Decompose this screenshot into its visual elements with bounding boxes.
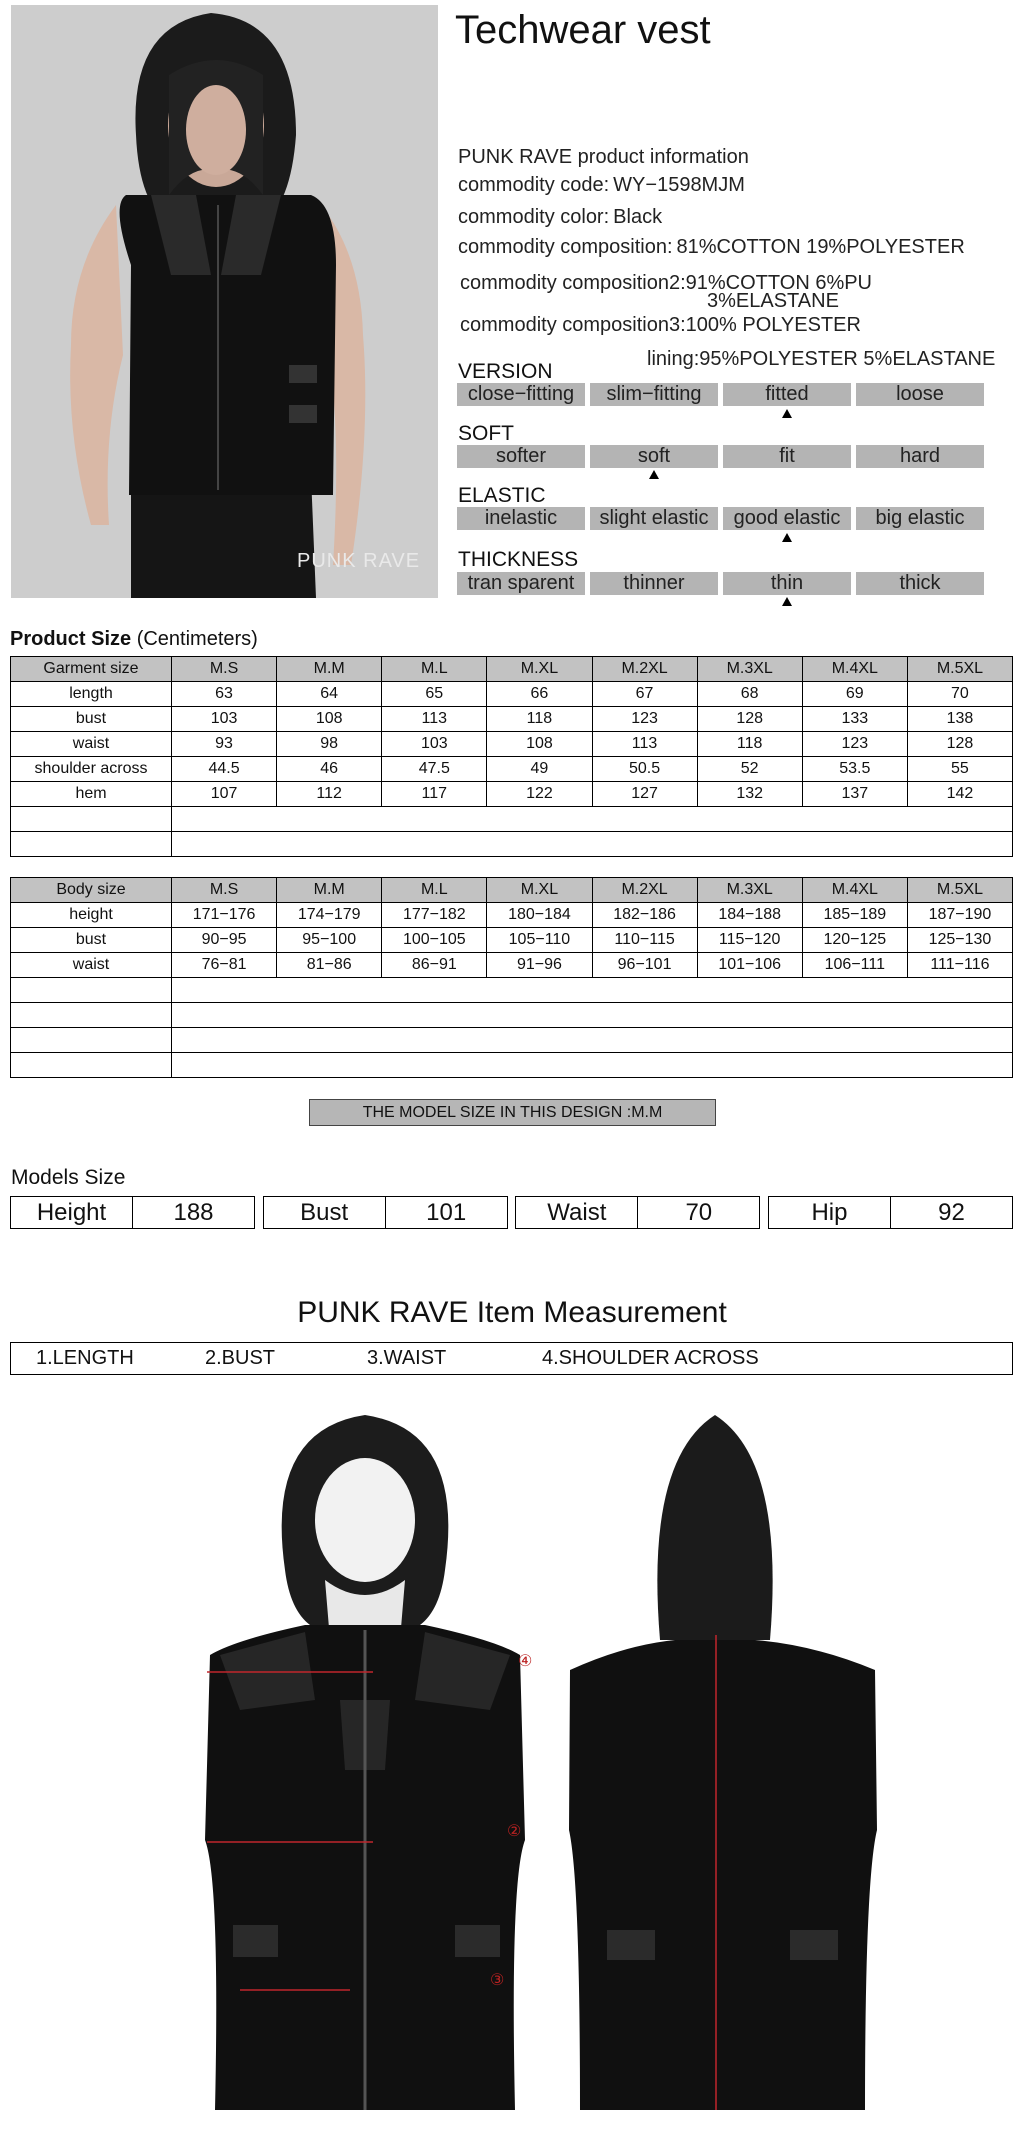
info-lining-value: 95%POLYESTER 5%ELASTANE [699, 348, 996, 370]
info-color [458, 206, 662, 229]
table-cell: 110−115 [592, 928, 697, 953]
info-code [458, 174, 745, 197]
table-cell: 123 [802, 732, 907, 757]
table-header-cell: M.2XL [592, 878, 697, 903]
measurement-title: PUNK RAVE Item Measurement [297, 1296, 727, 1329]
model-stat-label: Waist [516, 1197, 638, 1228]
table-row [11, 953, 1013, 978]
info-comp1-label: commodity composition: [458, 236, 673, 258]
table-cell: 46 [277, 757, 382, 782]
table-header-row [11, 878, 1013, 903]
model-stat-label: Height [11, 1197, 133, 1228]
rating-version-marker [782, 409, 792, 418]
table-cell: 95−100 [277, 928, 382, 953]
watermark: PUNK RAVE [297, 550, 421, 572]
info-comp3-label: commodity composition3: [460, 314, 686, 336]
rating-thickness-bar [457, 572, 987, 595]
model-size-note: THE MODEL SIZE IN THIS DESIGN :M.M [309, 1099, 716, 1126]
table-cell: 127 [592, 782, 697, 807]
rating-option: thin [723, 572, 851, 595]
table-cell: 128 [907, 732, 1012, 757]
table-cell: 90−95 [172, 928, 277, 953]
table-cell: 108 [487, 732, 592, 757]
info-lining-label: lining: [647, 348, 700, 370]
table-row [11, 928, 1013, 953]
table-header-cell: M.XL [487, 878, 592, 903]
rating-option: loose [856, 383, 984, 406]
table-header-cell: M.5XL [907, 657, 1012, 682]
table-cell: 65 [382, 682, 487, 707]
table-cell: 86−91 [382, 953, 487, 978]
info-composition3 [460, 314, 861, 337]
table-cell: 66 [487, 682, 592, 707]
table-cell: 137 [802, 782, 907, 807]
table-header-row [11, 657, 1013, 682]
table-cell: 105−110 [487, 928, 592, 953]
product-photo [11, 5, 438, 598]
info-code-value: WY−1598MJM [613, 174, 745, 196]
rating-option: fitted [723, 383, 851, 406]
table-header-cell: M.4XL [802, 878, 907, 903]
table-cell: 49 [487, 757, 592, 782]
table-cell: 107 [172, 782, 277, 807]
table-cell: 93 [172, 732, 277, 757]
measurement-item: 3.WAIST [367, 1347, 447, 1369]
table-cell: waist [11, 732, 172, 757]
product-size-unit: (Centimeters) [136, 628, 258, 650]
measurement-item: 2.BUST [205, 1347, 276, 1369]
rating-version-label: VERSION [458, 360, 553, 383]
models-size-title: Models Size [11, 1166, 126, 1189]
table-cell: 122 [487, 782, 592, 807]
table-row [11, 707, 1013, 732]
table-cell: 76−81 [172, 953, 277, 978]
rating-option: hard [856, 445, 984, 468]
rating-option: tran sparent [457, 572, 585, 595]
rating-option: slight elastic [590, 507, 718, 530]
rating-option: inelastic [457, 507, 585, 530]
info-lining [647, 348, 995, 371]
rating-option: thinner [590, 572, 718, 595]
table-cell: 101−106 [697, 953, 802, 978]
garment-front-image [195, 1410, 545, 2122]
table-cell: 108 [277, 707, 382, 732]
rating-option: fit [723, 445, 851, 468]
measure-marker-2: ② [507, 1823, 522, 1840]
table-cell: 103 [382, 732, 487, 757]
model-stat-height [10, 1196, 255, 1229]
table-header-cell: M.XL [487, 657, 592, 682]
model-stat-bust [263, 1196, 508, 1229]
info-heading: PUNK RAVE product information [458, 146, 749, 168]
table-cell: 123 [592, 707, 697, 732]
measurement-item: 1.LENGTH [36, 1347, 134, 1369]
table-cell: hem [11, 782, 172, 807]
info-code-label: commodity code: [458, 174, 610, 196]
table-cell: 113 [382, 707, 487, 732]
model-stat-label: Hip [769, 1197, 891, 1228]
table-cell: 132 [697, 782, 802, 807]
measure-marker-3: ③ [490, 1972, 505, 1989]
product-size-title [10, 628, 258, 651]
rating-option: big elastic [856, 507, 984, 530]
table-cell: 113 [592, 732, 697, 757]
table-cell: 96−101 [592, 953, 697, 978]
table-cell: 67 [592, 682, 697, 707]
table-cell: waist [11, 953, 172, 978]
table-row-empty [11, 807, 1013, 832]
table-header-cell: Garment size [11, 657, 172, 682]
product-size-table [10, 656, 1013, 857]
table-cell: 44.5 [172, 757, 277, 782]
rating-elastic-marker [782, 533, 792, 542]
table-cell: length [11, 682, 172, 707]
table-row-empty [11, 832, 1013, 857]
info-color-value: Black [613, 206, 663, 228]
measurement-legend [10, 1342, 1013, 1375]
rating-soft-bar [457, 445, 987, 468]
rating-soft-marker [649, 470, 659, 479]
table-cell: 142 [907, 782, 1012, 807]
body-size-table [10, 877, 1013, 1078]
table-header-cell: M.M [277, 878, 382, 903]
table-header-cell: M.5XL [907, 878, 1012, 903]
model-stat-value: 70 [685, 1199, 713, 1226]
table-row [11, 732, 1013, 757]
table-cell: 187−190 [907, 903, 1012, 928]
info-composition1 [458, 236, 965, 259]
table-cell: 111−116 [907, 953, 1012, 978]
table-cell: 50.5 [592, 757, 697, 782]
model-stat-value: 188 [173, 1199, 214, 1226]
models-size-row [10, 1196, 1013, 1229]
table-cell: 182−186 [592, 903, 697, 928]
table-cell: bust [11, 928, 172, 953]
table-header-cell: M.3XL [697, 878, 802, 903]
info-comp2-label: commodity composition2: [460, 272, 686, 294]
table-cell: 70 [907, 682, 1012, 707]
table-cell: 103 [172, 707, 277, 732]
table-cell: 180−184 [487, 903, 592, 928]
rating-elastic-bar [457, 507, 987, 530]
table-cell: 53.5 [802, 757, 907, 782]
rating-option: close−fitting [457, 383, 585, 406]
table-cell: 128 [697, 707, 802, 732]
table-header-cell: M.L [382, 657, 487, 682]
table-cell: 177−182 [382, 903, 487, 928]
table-cell: 91−96 [487, 953, 592, 978]
table-cell: 125−130 [907, 928, 1012, 953]
table-header-cell: Body size [11, 878, 172, 903]
info-comp2-value: 91%COTTON 6%PU [685, 272, 873, 294]
table-header-cell: M.S [172, 878, 277, 903]
table-row-empty [11, 1053, 1013, 1078]
table-row [11, 903, 1013, 928]
table-row [11, 682, 1013, 707]
rating-elastic-label: ELASTIC [458, 484, 546, 507]
table-row [11, 782, 1013, 807]
measurement-item: 4.SHOULDER ACROSS [542, 1347, 759, 1369]
table-cell: 55 [907, 757, 1012, 782]
rating-soft-label: SOFT [458, 422, 514, 445]
table-cell: 184−188 [697, 903, 802, 928]
table-cell: height [11, 903, 172, 928]
rating-thickness-marker [782, 597, 792, 606]
table-row-empty [11, 978, 1013, 1003]
table-cell: 100−105 [382, 928, 487, 953]
table-row-empty [11, 1003, 1013, 1028]
info-comp2-line2: 3%ELASTANE [707, 290, 839, 312]
table-cell: 118 [487, 707, 592, 732]
table-cell: 81−86 [277, 953, 382, 978]
rating-option: soft [590, 445, 718, 468]
rating-option: slim−fitting [590, 383, 718, 406]
table-cell: 115−120 [697, 928, 802, 953]
info-color-label: commodity color: [458, 206, 610, 228]
rating-version-bar [457, 383, 987, 406]
table-cell: 185−189 [802, 903, 907, 928]
table-header-cell: M.S [172, 657, 277, 682]
table-cell: 171−176 [172, 903, 277, 928]
table-cell: 112 [277, 782, 382, 807]
table-row-empty [11, 1028, 1013, 1053]
table-header-cell: M.2XL [592, 657, 697, 682]
table-header-cell: M.3XL [697, 657, 802, 682]
info-comp1-value: 81%COTTON 19%POLYESTER [676, 236, 965, 258]
table-cell: 52 [697, 757, 802, 782]
rating-option: softer [457, 445, 585, 468]
rating-option: good elastic [723, 507, 851, 530]
table-row [11, 757, 1013, 782]
table-cell: 63 [172, 682, 277, 707]
rating-thickness-label: THICKNESS [458, 548, 579, 571]
table-header-cell: M.L [382, 878, 487, 903]
table-cell: 98 [277, 732, 382, 757]
table-header-cell: M.M [277, 657, 382, 682]
product-title: Techwear vest [455, 8, 711, 52]
garment-back-image [565, 1410, 880, 2122]
model-stat-label: Bust [264, 1197, 386, 1228]
table-header-cell: M.4XL [802, 657, 907, 682]
product-size-heading: Product Size [10, 628, 132, 650]
table-cell: bust [11, 707, 172, 732]
table-cell: 106−111 [802, 953, 907, 978]
model-stat-value: 101 [426, 1199, 467, 1226]
table-cell: 138 [907, 707, 1012, 732]
model-stat-waist [515, 1196, 760, 1229]
model-stat-value: 92 [938, 1199, 965, 1226]
table-cell: shoulder across [11, 757, 172, 782]
table-cell: 47.5 [382, 757, 487, 782]
measure-marker-4: ④ [518, 1653, 533, 1670]
table-cell: 64 [277, 682, 382, 707]
table-cell: 69 [802, 682, 907, 707]
table-cell: 68 [697, 682, 802, 707]
info-comp3-value: 100% POLYESTER [685, 314, 861, 336]
model-stat-hip [768, 1196, 1013, 1229]
table-cell: 120−125 [802, 928, 907, 953]
table-cell: 118 [697, 732, 802, 757]
table-cell: 117 [382, 782, 487, 807]
table-cell: 174−179 [277, 903, 382, 928]
table-cell: 133 [802, 707, 907, 732]
rating-option: thick [856, 572, 984, 595]
